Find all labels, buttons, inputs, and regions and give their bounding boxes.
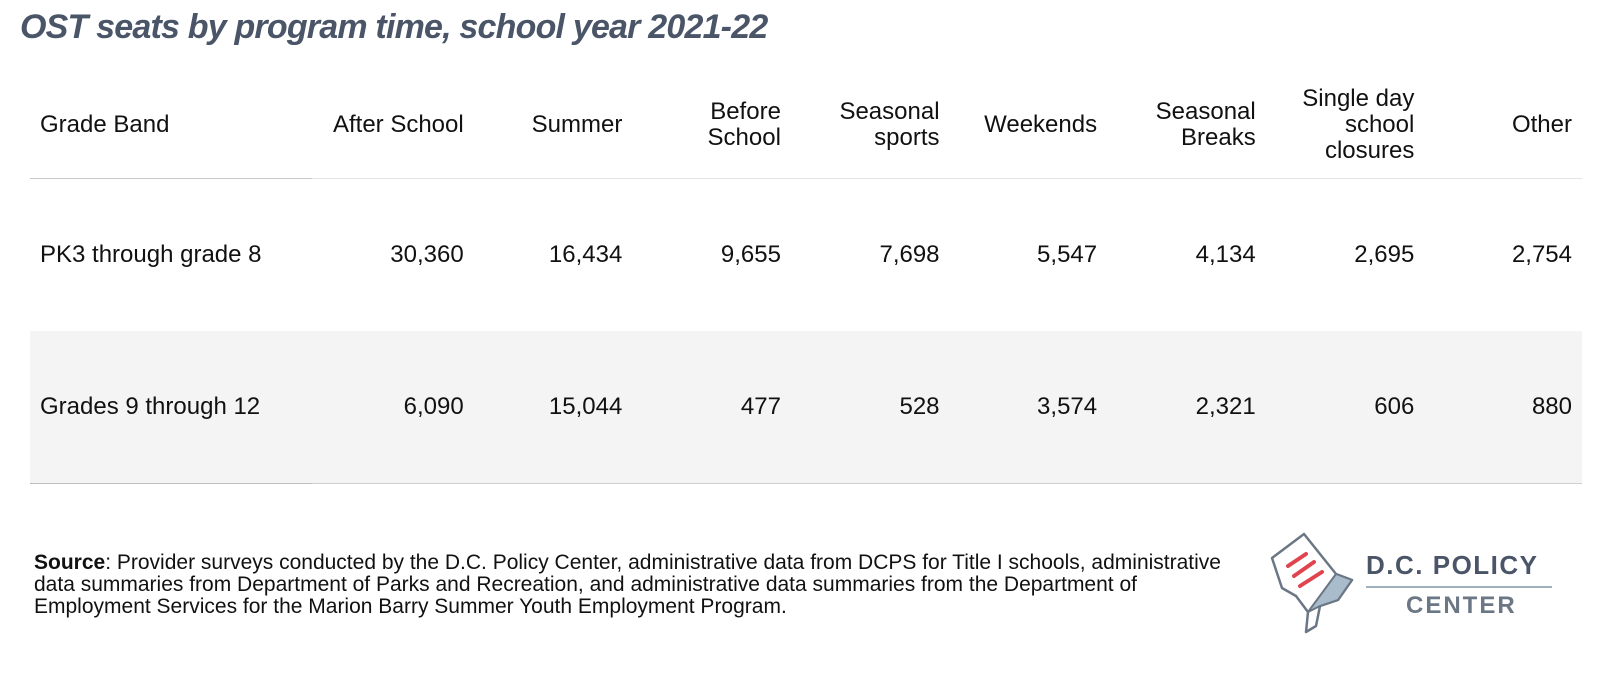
table-cell: 606 [1266, 331, 1425, 484]
table-cell: 2,695 [1354, 241, 1415, 268]
table-cell: 2,754 [1511, 241, 1572, 268]
logo-text-top: D.C. POLICY [1366, 550, 1539, 580]
table-cell: 477 [632, 331, 791, 484]
logo-text-bottom: CENTER [1406, 592, 1517, 619]
table-cell: 5,547 [1037, 241, 1098, 268]
column-header: Before School [632, 72, 791, 179]
seats-table [30, 72, 1582, 484]
column-header: Seasonal Breaks [1107, 72, 1266, 179]
column-header: Grade Band [30, 72, 312, 179]
table-cell: 9,655 [720, 241, 781, 268]
table-row [30, 331, 1582, 484]
table-cell: 880 [1424, 331, 1582, 484]
source-note [34, 552, 1234, 618]
column-header: Summer [474, 72, 633, 179]
column-header: Other [1424, 72, 1582, 179]
column-header: Weekends [950, 72, 1108, 179]
chart-title: OST seats by program time, school year 2021-22 [20, 8, 768, 46]
row-label: PK3 through grade 8 [40, 241, 262, 268]
dc-policy-center-logo [1268, 530, 1588, 640]
table-cell: 16,434 [548, 241, 623, 268]
table-cell: 3,574 [950, 331, 1108, 484]
table-cell: 30,360 [390, 241, 464, 268]
table-cell: 7,698 [879, 241, 940, 268]
logo-divider [1366, 586, 1552, 588]
table-cell: 6,090 [312, 331, 474, 484]
table-cell: 15,044 [474, 331, 633, 484]
column-header: Seasonal sports [791, 72, 950, 179]
table-cell: 528 [791, 331, 950, 484]
source-label: Source [34, 551, 106, 574]
row-label: Grades 9 through 12 [30, 331, 312, 484]
source-text: : Provider surveys conducted by the D.C. Policy Center, administrative data from DCPS for Title I schools, administrative data summaries from Department of Parks and Recreation, and administrative data summaries from the Department of Employment Services for the Marion Barry Summer Youth Employment Program. [34, 551, 1221, 618]
table-cell: 4,134 [1195, 241, 1256, 268]
column-header: Single day school closures [1266, 72, 1425, 179]
dc-map-icon [1268, 530, 1358, 634]
header-row [30, 72, 1582, 179]
column-header: After School [312, 72, 474, 179]
table-cell: 2,321 [1107, 331, 1266, 484]
table-row [30, 179, 1582, 332]
